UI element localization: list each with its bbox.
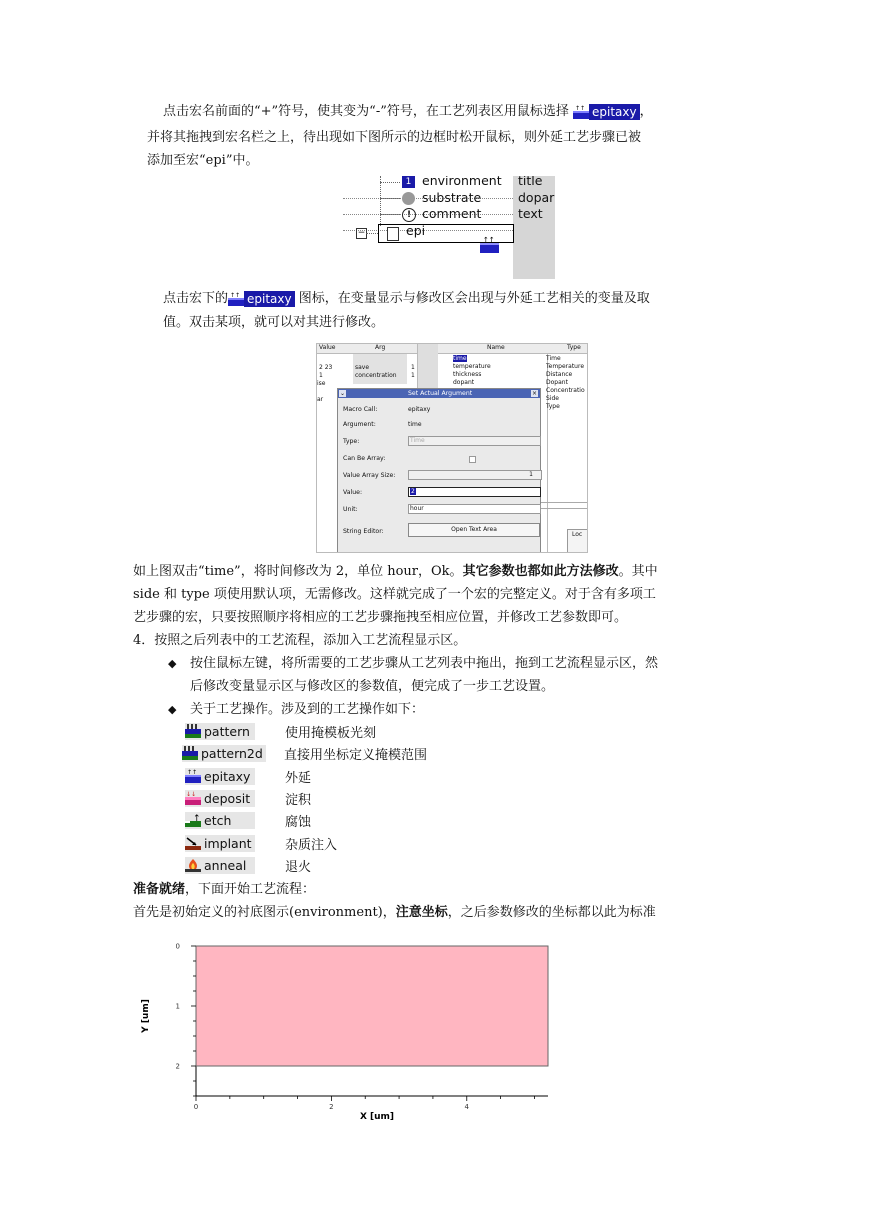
bullet1-line1: 按住鼠标左键，将所需要的工艺步骤从工艺列表中拖出，拖到工艺流程显示区，然	[190, 656, 659, 671]
bullet-icon: ◆	[168, 657, 177, 670]
dragged-epitaxy-icon	[480, 236, 499, 253]
bullet1-line2: 后修改变量显示区与修改区的参数值，便完成了一步工艺设置。	[190, 679, 555, 694]
tool-row-implant: implant 杂质注入	[185, 833, 337, 853]
unit-select[interactable]: hour	[408, 504, 541, 514]
para3-line3: 艺步骤的宏，只要按照顺序将相应的工艺步骤拖拽至相应位置，并修改工艺参数即可。	[133, 610, 628, 625]
svg-text:↑↑: ↑↑	[230, 291, 241, 299]
deposit-icon	[185, 791, 201, 805]
tool-row-etch: ↑ etch 腐蚀	[185, 810, 311, 830]
right-col-text: text	[518, 206, 543, 221]
para3-line2: side 和 type 项使用默认项，无需修改。这样就完成了一个宏的完整定义。对于含有多项工	[133, 587, 656, 602]
tree-item-environment[interactable]: environment	[422, 176, 502, 188]
para1-line2: 并将其拖拽到宏名栏之上，待出现如下图所示的边框时松开鼠标，则外延工艺步骤已被	[147, 130, 642, 145]
collapse-icon[interactable]: −	[357, 228, 366, 238]
right-col-title: title	[518, 176, 543, 188]
svg-text:↓↓: ↓↓	[186, 791, 197, 798]
macro-tree-screenshot	[343, 176, 555, 279]
x-axis-label: X [um]	[359, 1112, 395, 1122]
comment-icon: !	[402, 208, 416, 222]
item4-heading: 4．按照之后列表中的工艺流程，添加入工艺流程显示区。	[133, 633, 467, 648]
para2-line2: 值。双击某项，就可以对其进行修改。	[163, 315, 385, 330]
epitaxy-chip[interactable]: epitaxy	[589, 104, 640, 120]
svg-text:↑↑: ↑↑	[483, 236, 495, 244]
tool-row-deposit: ↓↓ deposit 淀积	[186, 790, 312, 808]
tree-row-temperature[interactable]: temperature	[453, 363, 491, 370]
tree-row-thickness[interactable]: thickness	[453, 371, 482, 378]
para1-line1: 点击宏名前面的“+”符号，使其变为“-”符号，在工艺列表区用鼠标选择 ↑↑ epitaxy ，	[163, 104, 653, 119]
para2-line1: 点击宏下的 ↑↑ epitaxy 图标，在变量显示与修改区会出现与外延工艺相关的变量及取	[163, 291, 650, 306]
ready-line: 准备就绪，下面开始工艺流程：	[133, 882, 316, 897]
svg-text:↑↑: ↑↑	[575, 104, 586, 112]
bullet-icon: ◆	[168, 703, 177, 716]
implant-icon	[185, 836, 201, 850]
pattern2d-icon	[182, 746, 198, 760]
type-select: Time	[408, 436, 541, 446]
macro-icon	[387, 227, 399, 241]
set-argument-screenshot: Value Arg Name Type 2 23 save 1 1 concentration 1 ise ar time temperature thickness dopant Time Temperature Distance Dopant Concentratio Side Type Loc ⌄ Set Actual Argument × Macro Call: epitaxy Argument: time Type: Time Can Be Array: Value Array Size: 1 Value: 2 Unit: hour String Editor: Open Text Area	[316, 343, 588, 553]
close-icon[interactable]: ×	[531, 390, 538, 397]
x-tick-label: 4	[464, 1103, 470, 1111]
y-tick-label: 1	[175, 1002, 180, 1011]
y-tick-label: 0	[175, 942, 180, 951]
menu-icon[interactable]: ⌄	[339, 390, 346, 397]
para1-line3: 添加至宏“epi”中。	[147, 153, 259, 168]
open-text-area-button[interactable]: Open Text Area	[408, 523, 540, 537]
set-actual-argument-dialog: ⌄ Set Actual Argument × Macro Call: epitaxy Argument: time Type: Time Can Be Array: Value Array Size: 1 Value: 2 Unit: hour String Editor: Open Text Area	[337, 388, 541, 553]
value-input[interactable]: 2	[408, 487, 541, 497]
array-size-spinner: 1	[408, 470, 542, 480]
right-col-dopar: dopar	[518, 190, 555, 205]
environment-line: 首先是初始定义的衬底图示(environment)，注意坐标，之后参数修改的坐标都以此为标准	[133, 905, 656, 920]
substrate-icon	[402, 192, 415, 205]
pattern-icon	[185, 724, 201, 738]
tool-row-pattern2d: pattern2d 直接用坐标定义掩模范围	[182, 743, 427, 763]
x-tick-label: 0	[193, 1103, 199, 1111]
para3-line1: 如上图双击“time”，将时间修改为 2，单位 hour，Ok。其它参数也都如此方法修改。其中	[133, 564, 658, 579]
y-tick-label: 2	[175, 1062, 180, 1071]
substrate-region	[196, 946, 548, 1066]
tool-row-anneal: anneal 退火	[185, 855, 311, 875]
anneal-icon	[185, 858, 201, 872]
epitaxy-icon	[228, 292, 244, 306]
tree-item-comment[interactable]: comment	[422, 206, 482, 221]
etch-icon	[185, 813, 201, 827]
substrate-chart	[140, 940, 560, 1130]
epitaxy-chip[interactable]: epitaxy	[244, 291, 295, 307]
tree-item-epi[interactable]: epi	[406, 223, 426, 238]
bullet2-text: 关于工艺操作。涉及到的工艺操作如下：	[190, 702, 425, 717]
y-axis-label: Y [um]	[141, 999, 151, 1033]
tree-item-substrate[interactable]: substrate	[422, 190, 482, 205]
x-tick-label: 2	[329, 1103, 334, 1111]
substrate-chart-svg	[140, 940, 560, 1130]
tool-row-epitaxy: ↑↑ epitaxy 外延	[187, 768, 312, 786]
epitaxy-icon	[573, 105, 589, 119]
can-be-array-checkbox[interactable]	[469, 456, 476, 463]
tool-row-pattern: pattern 使用掩模板光刻	[185, 721, 376, 741]
tree-row-time[interactable]: time	[453, 355, 467, 362]
svg-text:↑: ↑	[193, 814, 201, 824]
environment-icon: 1	[402, 176, 415, 188]
dialog-title: Set Actual Argument	[408, 390, 473, 397]
epitaxy-icon	[185, 769, 201, 783]
svg-text:↑↑: ↑↑	[187, 769, 198, 776]
tree-row-dopant[interactable]: dopant	[453, 379, 475, 386]
